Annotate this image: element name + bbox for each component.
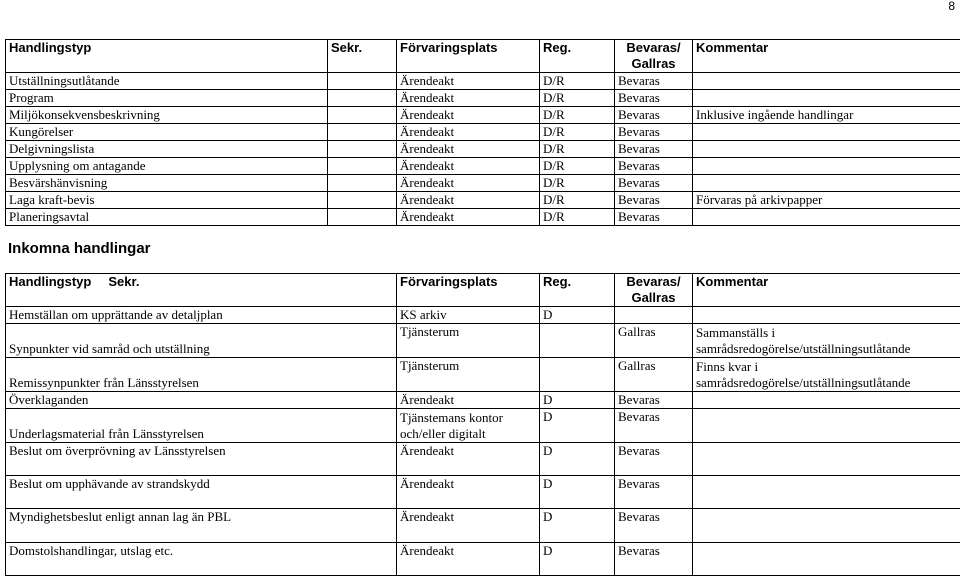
table-cell: D/R bbox=[540, 141, 615, 158]
table-cell bbox=[328, 141, 397, 158]
table-header-row bbox=[6, 40, 960, 73]
table-cell: D/R bbox=[540, 192, 615, 209]
table-cell: D bbox=[540, 392, 615, 409]
table-cell: Laga kraft-bevis bbox=[6, 192, 328, 209]
col-sekr: Sekr. bbox=[108, 274, 139, 289]
table-cell: Planeringsavtal bbox=[6, 209, 328, 226]
table-row bbox=[6, 209, 960, 226]
table-cell: Gallras bbox=[615, 358, 693, 392]
table-cell: Tjänstemans kontor och/eller digitalt bbox=[397, 409, 540, 443]
table-cell: Ärendeakt bbox=[397, 90, 540, 107]
table-cell bbox=[328, 90, 397, 107]
table-cell bbox=[693, 158, 960, 175]
table-cell: Överklaganden bbox=[6, 392, 397, 409]
table-cell: Bevaras bbox=[615, 409, 693, 443]
table-cell bbox=[693, 476, 960, 509]
inkomna-handlingar-table bbox=[5, 273, 960, 576]
table-cell: Ärendeakt bbox=[397, 107, 540, 124]
table-cell: D bbox=[540, 409, 615, 443]
table-cell bbox=[540, 324, 615, 358]
table-cell: D/R bbox=[540, 124, 615, 141]
table-cell bbox=[693, 307, 960, 324]
table-cell: Ärendeakt bbox=[397, 509, 540, 543]
table-cell: Hemställan om upprättande av detaljplan bbox=[6, 307, 397, 324]
table-cell: D/R bbox=[540, 158, 615, 175]
table-cell: Miljökonsekvensbeskrivning bbox=[6, 107, 328, 124]
table-header-row bbox=[6, 274, 960, 307]
table-cell: Bevaras bbox=[615, 209, 693, 226]
table-cell: Beslut om överprövning av Länsstyrelsen bbox=[6, 443, 397, 476]
table-cell: Upplysning om antagande bbox=[6, 158, 328, 175]
table-cell: Ärendeakt bbox=[397, 175, 540, 192]
table-cell bbox=[693, 73, 960, 90]
table-cell: D/R bbox=[540, 90, 615, 107]
table-cell: Bevaras bbox=[615, 141, 693, 158]
table-cell: D bbox=[540, 443, 615, 476]
col-reg: Reg. bbox=[540, 274, 615, 307]
table-row bbox=[6, 392, 960, 409]
table-cell: D/R bbox=[540, 73, 615, 90]
table-cell: Ärendeakt bbox=[397, 141, 540, 158]
table-row bbox=[6, 158, 960, 175]
table-cell bbox=[693, 90, 960, 107]
table-row bbox=[6, 141, 960, 158]
table-cell bbox=[693, 409, 960, 443]
col-bevaras-gallras: Bevaras/ Gallras bbox=[615, 274, 693, 307]
table-cell: D bbox=[540, 543, 615, 576]
table-cell bbox=[328, 107, 397, 124]
table-cell: Ärendeakt bbox=[397, 158, 540, 175]
col-forvaringsplats: Förvaringsplats bbox=[397, 40, 540, 73]
table-cell: Besvärshänvisning bbox=[6, 175, 328, 192]
table-cell: Myndighetsbeslut enligt annan lag än PBL bbox=[6, 509, 397, 543]
table-cell: Förvaras på arkivpapper bbox=[693, 192, 960, 209]
table-cell: Sammanställs i samrådsredogörelse/utställningsutlåtande bbox=[693, 324, 960, 358]
table-cell: Inklusive ingående handlingar bbox=[693, 107, 960, 124]
table-cell: Delgivningslista bbox=[6, 141, 328, 158]
table-cell: Ärendeakt bbox=[397, 209, 540, 226]
table-cell: Ärendeakt bbox=[397, 443, 540, 476]
table-cell: Gallras bbox=[615, 324, 693, 358]
table-cell: Bevaras bbox=[615, 476, 693, 509]
table-cell: Bevaras bbox=[615, 192, 693, 209]
table-cell bbox=[693, 509, 960, 543]
table-cell bbox=[693, 209, 960, 226]
table-row bbox=[6, 358, 960, 392]
col-reg: Reg. bbox=[540, 40, 615, 73]
table-cell bbox=[693, 175, 960, 192]
page-number: 8 bbox=[948, 0, 955, 13]
col-forvaringsplats: Förvaringsplats bbox=[397, 274, 540, 307]
table-cell: D/R bbox=[540, 175, 615, 192]
table-cell: Bevaras bbox=[615, 175, 693, 192]
table-row bbox=[6, 324, 960, 358]
table-cell bbox=[693, 124, 960, 141]
table-row bbox=[6, 476, 960, 509]
upprattade-handlingar-table bbox=[5, 39, 960, 226]
table-cell: Bevaras bbox=[615, 158, 693, 175]
table-cell: Bevaras bbox=[615, 90, 693, 107]
col-sekr: Sekr. bbox=[328, 40, 397, 73]
table-cell: D/R bbox=[540, 209, 615, 226]
table-cell: Tjänsterum bbox=[397, 358, 540, 392]
table-cell bbox=[615, 307, 693, 324]
col-kommentar: Kommentar bbox=[693, 274, 960, 307]
table-cell bbox=[693, 141, 960, 158]
table-cell: Synpunkter vid samråd och utställning bbox=[6, 324, 397, 358]
table-cell: Finns kvar i samrådsredogörelse/utställningsutlåtande bbox=[693, 358, 960, 392]
table-row bbox=[6, 443, 960, 476]
table-cell: Remissynpunkter från Länsstyrelsen bbox=[6, 358, 397, 392]
table-cell: KS arkiv bbox=[397, 307, 540, 324]
table-cell bbox=[328, 209, 397, 226]
table-row bbox=[6, 73, 960, 90]
table-row bbox=[6, 307, 960, 324]
col-bevaras-gallras: Bevaras/ Gallras bbox=[615, 40, 693, 73]
table-cell: Ärendeakt bbox=[397, 73, 540, 90]
table-cell: Bevaras bbox=[615, 124, 693, 141]
table-cell: D bbox=[540, 476, 615, 509]
table-cell: Ärendeakt bbox=[397, 392, 540, 409]
table-cell: D bbox=[540, 509, 615, 543]
col-kommentar: Kommentar bbox=[693, 40, 960, 73]
table-cell: Ärendeakt bbox=[397, 124, 540, 141]
table-cell: Kungörelser bbox=[6, 124, 328, 141]
table-cell bbox=[540, 358, 615, 392]
table-cell bbox=[693, 392, 960, 409]
table-cell: Underlagsmaterial från Länsstyrelsen bbox=[6, 409, 397, 443]
table-cell: D/R bbox=[540, 107, 615, 124]
table-row bbox=[6, 107, 960, 124]
section-title: Inkomna handlingar bbox=[8, 240, 151, 257]
table-row bbox=[6, 509, 960, 543]
table-row bbox=[6, 192, 960, 209]
table-cell bbox=[693, 443, 960, 476]
col-handlingstyp: Handlingstyp bbox=[6, 40, 328, 73]
table-cell bbox=[328, 158, 397, 175]
table-cell: D bbox=[540, 307, 615, 324]
table-cell: Bevaras bbox=[615, 443, 693, 476]
table-cell bbox=[328, 73, 397, 90]
table-cell: Ärendeakt bbox=[397, 192, 540, 209]
col-handlingstyp: Handlingstyp Sekr. bbox=[6, 274, 397, 307]
table-cell: Tjänsterum bbox=[397, 324, 540, 358]
table-row bbox=[6, 90, 960, 107]
table-row bbox=[6, 124, 960, 141]
table-cell bbox=[328, 175, 397, 192]
table-cell: Bevaras bbox=[615, 509, 693, 543]
table-cell: Ärendeakt bbox=[397, 476, 540, 509]
table-cell: Beslut om upphävande av strandskydd bbox=[6, 476, 397, 509]
table-cell: Ärendeakt bbox=[397, 543, 540, 576]
table-row bbox=[6, 409, 960, 443]
table-cell: Bevaras bbox=[615, 543, 693, 576]
table-cell: Program bbox=[6, 90, 328, 107]
table-cell: Domstolshandlingar, utslag etc. bbox=[6, 543, 397, 576]
table-cell: Bevaras bbox=[615, 392, 693, 409]
table-cell bbox=[328, 192, 397, 209]
table-row bbox=[6, 175, 960, 192]
table-cell: Bevaras bbox=[615, 107, 693, 124]
table-row bbox=[6, 543, 960, 576]
table-cell: Bevaras bbox=[615, 73, 693, 90]
table-cell bbox=[693, 543, 960, 576]
table-cell: Utställningsutlåtande bbox=[6, 73, 328, 90]
table-cell bbox=[328, 124, 397, 141]
